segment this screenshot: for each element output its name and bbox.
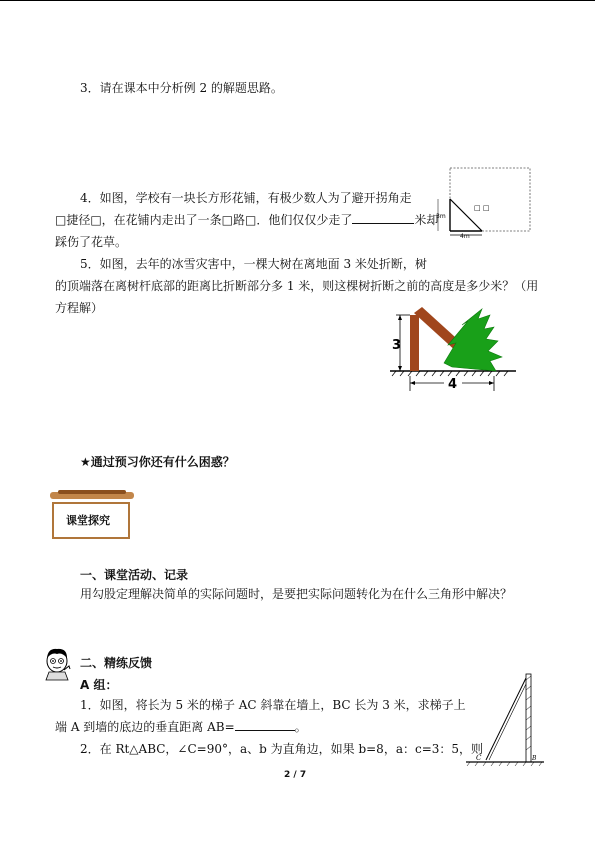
part1-heading: 一、课堂活动、记录 <box>80 568 189 582</box>
question-4-line3: 踩伤了花草。 <box>55 235 128 249</box>
flower-bed-outline <box>450 168 530 231</box>
exercise-1-line2 <box>55 719 307 735</box>
question-3: 3．请在课本中分析例 2 的解题思路。 <box>80 81 283 95</box>
broken-tree-figure <box>386 305 520 395</box>
wall-hatching <box>526 676 531 750</box>
label-squares: □ □ <box>474 204 490 212</box>
question-4-line1: 4．如图，学校有一块长方形花铺，有极少数人为了避开拐角走 <box>80 191 412 205</box>
part1-text: 用勾股定理解决简单的实际问题时，是要把实际问题转化为在什么三角形中解决？ <box>80 587 513 601</box>
label-3m: 3m <box>436 213 446 220</box>
exercise-1-line1: 1．如图，将长为 5 米的梯子 AC 斜靠在墙上，BC 长为 3 米，求梯子上 <box>80 698 466 712</box>
question-4-line2-text: □捷径□，在花铺内走出了一条□路□．他们仅仅少走了 <box>55 213 353 227</box>
base-arrow-left <box>410 381 415 385</box>
page-number: 2 / 7 <box>284 770 307 780</box>
height-arrow-bottom <box>398 366 402 371</box>
answer-blank-ab <box>235 719 295 731</box>
badge-label: 课堂探究 <box>66 514 110 527</box>
label-height-3: 3 <box>392 338 402 353</box>
exercise-1-line2-text: 端 A 到墙的底边的垂直距离 AB= <box>55 720 235 734</box>
flower-bed-figure <box>432 166 532 240</box>
question-4-line2 <box>55 212 438 228</box>
page-top-border <box>0 0 595 1</box>
ground-hatching <box>392 371 508 376</box>
fallen-tree-crown <box>444 309 502 371</box>
question-4-line2-end: 米却 <box>414 213 439 227</box>
ladder-line-inner <box>489 684 526 760</box>
question-5-line3: 方程解） <box>55 301 104 315</box>
base-arrow-right <box>489 381 494 385</box>
exercise-1-line2-end: 。 <box>294 720 307 734</box>
badge-bar-ornament <box>58 490 126 494</box>
ladder-line-outer <box>486 678 526 760</box>
label-4m: 4m <box>460 233 470 240</box>
preview-question: ★通过预习你还有什么困惑？ <box>80 455 235 469</box>
student-thinking-icon <box>40 646 74 682</box>
question-5-line1: 5．如图，去年的冰雪灾害中，一棵大树在离地面 3 米处折断，树 <box>80 257 427 271</box>
part2-heading: 二、精练反馈 <box>80 656 153 670</box>
label-base-4: 4 <box>448 377 458 392</box>
answer-blank-q4 <box>352 212 414 224</box>
exercise-2-line1: 2．在 Rt△ABC，∠C=90°，a、b 为直角边，如果 b=8，a：c=3：5，则 <box>80 742 484 756</box>
label-point-c: C <box>476 754 482 762</box>
question-5-line2: 的顶端落在离树杆底部的距离比折断部分多 1 米，则这棵树折断之前的高度是多少米？（用 <box>55 279 539 293</box>
section-badge <box>50 490 134 540</box>
height-arrow-top <box>398 315 402 320</box>
label-point-b: B <box>532 755 537 762</box>
group-a-label: A 组： <box>80 678 118 692</box>
tree-trunk <box>410 315 419 371</box>
ladder-wall-figure <box>466 672 546 768</box>
